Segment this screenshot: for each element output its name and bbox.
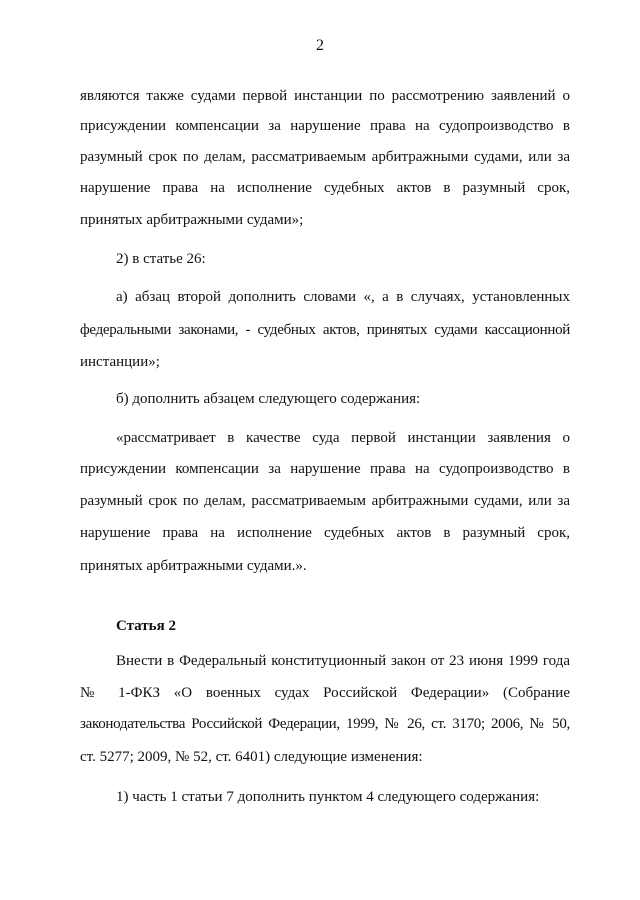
text-line: принятых арбитражными судами.». <box>80 558 307 574</box>
article-heading: Статья 2 <box>116 618 176 634</box>
text-line: инстанции»; <box>80 354 160 370</box>
text-line: присуждении компенсации за нарушение права на судопроизводство в <box>80 118 570 134</box>
text-line: № 1-ФКЗ «О военных судах Российской Федерации» (Собрание <box>80 685 570 701</box>
text-line: разумный срок по делам, рассматриваемым арбитражными судами, или за <box>80 149 570 165</box>
text-line: а) абзац второй дополнить словами «, а в случаях, установленных <box>116 289 570 305</box>
text-line: являются также судами первой инстанции по рассмотрению заявлений о <box>80 88 570 104</box>
text-line: присуждении компенсации за нарушение права на судопроизводство в <box>80 461 570 477</box>
text-line: федеральными законами, - судебных актов, принятых судами кассационной <box>80 322 570 338</box>
text-line: 2) в статье 26: <box>116 251 206 267</box>
text-line: Внести в Федеральный конституционный закон от 23 июня 1999 года <box>116 653 570 669</box>
text-line: б) дополнить абзацем следующего содержания: <box>116 391 421 407</box>
text-line: ст. 5277; 2009, № 52, ст. 6401) следующие изменения: <box>80 749 423 765</box>
text-line: 1) часть 1 статьи 7 дополнить пунктом 4 следующего содержания: <box>116 789 540 805</box>
text-line: принятых арбитражными судами»; <box>80 212 304 228</box>
text-line: законодательства Российской Федерации, 1999, № 26, ст. 3170; 2006, № 50, <box>80 716 570 732</box>
text-line: нарушение права на исполнение судебных актов в разумный срок, <box>80 180 570 196</box>
text-line: «рассматривает в качестве суда первой инстанции заявления о <box>116 430 570 446</box>
text-line: нарушение права на исполнение судебных актов в разумный срок, <box>80 525 570 541</box>
page-number: 2 <box>316 37 324 54</box>
text-line: разумный срок по делам, рассматриваемым арбитражными судами, или за <box>80 493 570 509</box>
